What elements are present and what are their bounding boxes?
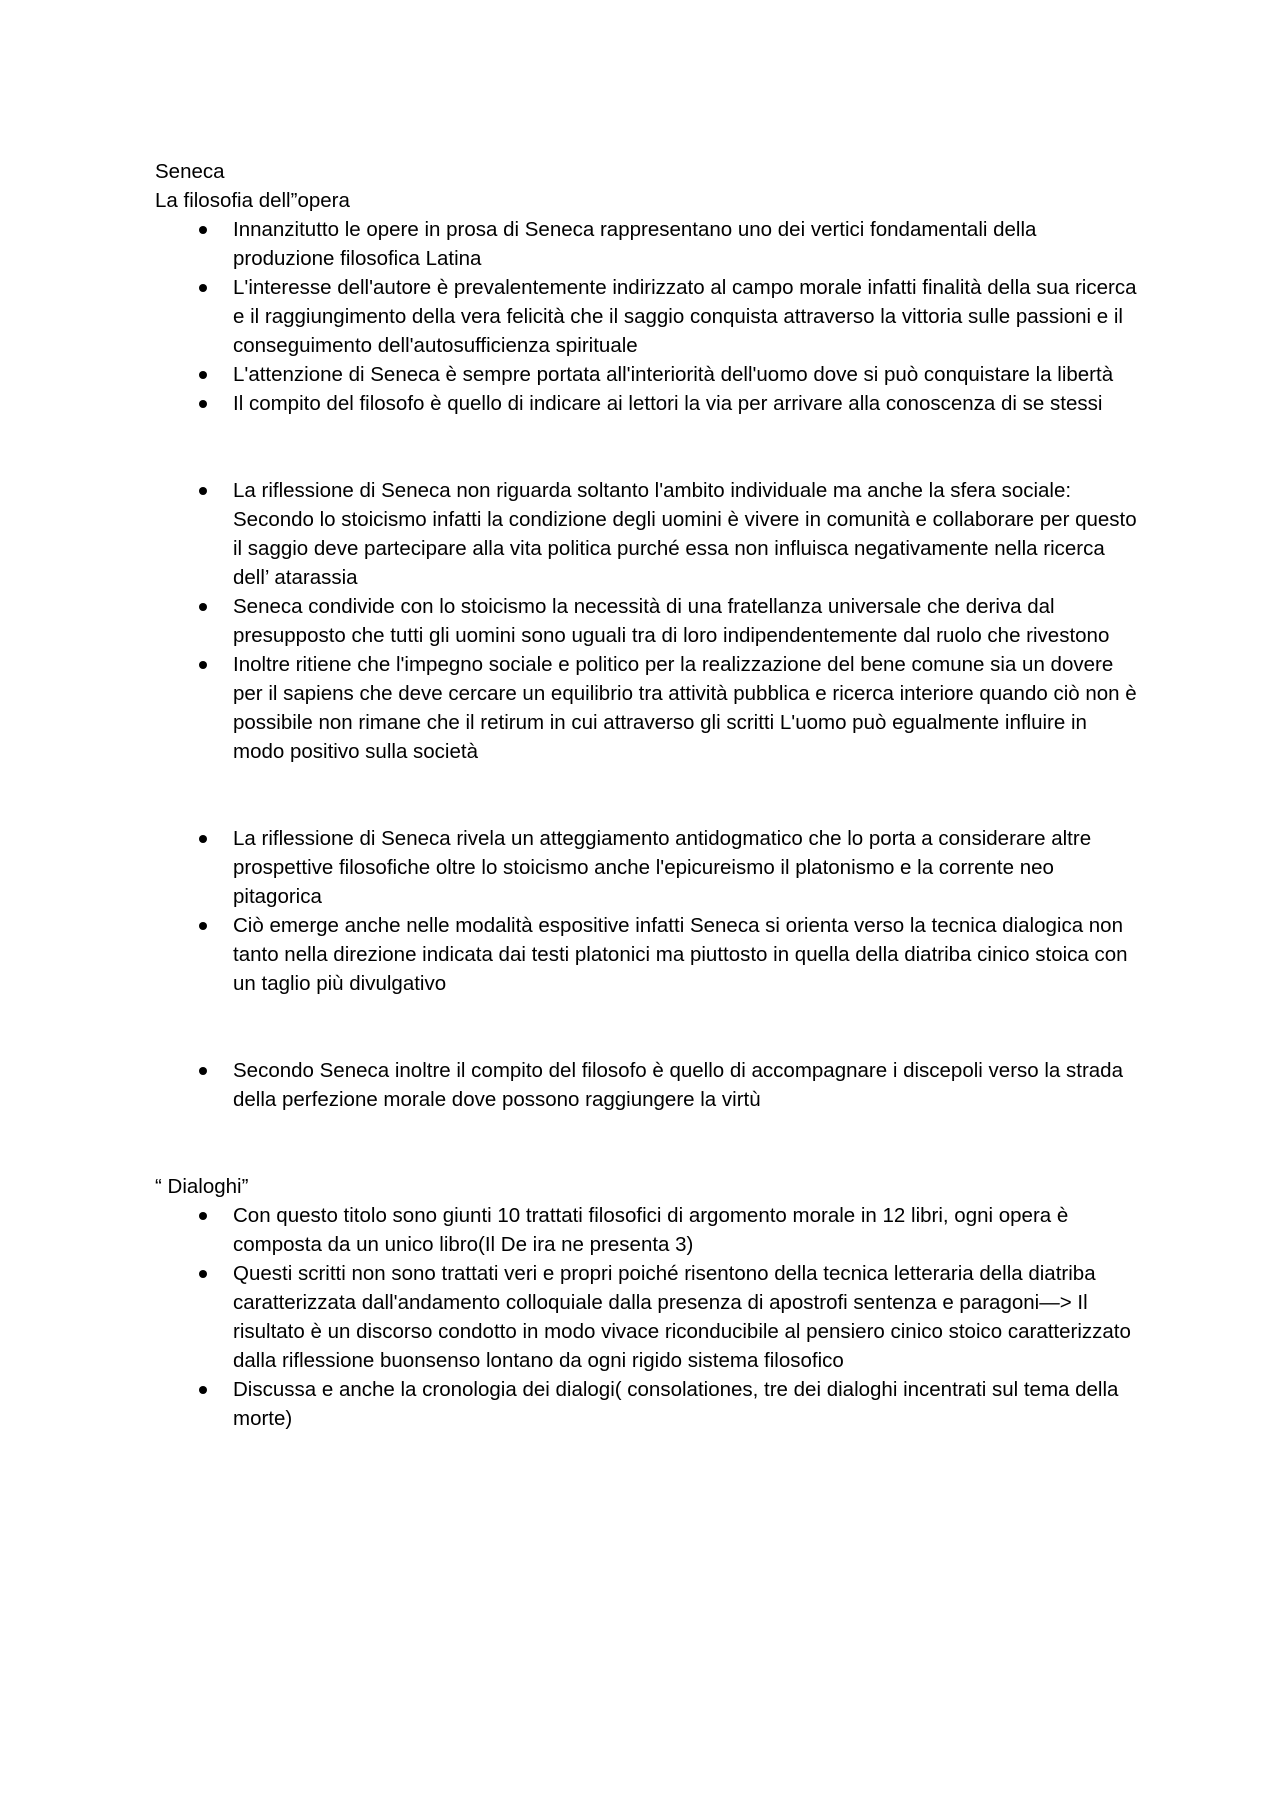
list-item: Ciò emerge anche nelle modalità espositive infatti Seneca si orienta verso la tecnica dialogica non tanto nella direzione indicata dai testi platonici ma piuttosto in quella della diatriba cinico stoica con un taglio più divulgativo bbox=[155, 911, 1140, 998]
document-subtitle: La filosofia dell”opera bbox=[155, 189, 350, 212]
bullet-icon bbox=[199, 371, 207, 379]
bullet-icon bbox=[199, 226, 207, 234]
bullet-list-dialoghi bbox=[155, 1201, 1140, 1433]
document-page bbox=[155, 157, 1140, 1433]
list-item: Inoltre ritiene che l'impegno sociale e politico per la realizzazione del bene comune sia un dovere per il sapiens che deve cercare un equilibrio tra attività pubblica e ricerca interiore quando ciò non è possibile non rimane che il retirum in cui attraverso gli scritti L'uomo può egualmente influire in modo positivo sulla società bbox=[155, 650, 1140, 766]
bullet-icon bbox=[199, 1270, 207, 1278]
list-item: La riflessione di Seneca non riguarda soltanto l'ambito individuale ma anche la sfera sociale: Secondo lo stoicismo infatti la condizione degli uomini è vivere in comunità e collaborare per questo il saggio deve partecipare alla vita politica purché essa non influisca negativamente nella ricerca dell’ atarassia bbox=[155, 476, 1140, 592]
spacer bbox=[155, 766, 1140, 824]
list-item: Innanzitutto le opere in prosa di Seneca rappresentano uno dei vertici fondamentali della produzione filosofica Latina bbox=[155, 215, 1140, 273]
bullet-icon bbox=[199, 661, 207, 669]
bullet-icon bbox=[199, 400, 207, 408]
list-item: Con questo titolo sono giunti 10 trattati filosofici di argomento morale in 12 libri, ogni opera è composta da un unico libro(Il De ira ne presenta 3) bbox=[155, 1201, 1140, 1259]
bullet-list-philosopher-task bbox=[155, 1056, 1140, 1114]
bullet-icon bbox=[199, 835, 207, 843]
list-item: Secondo Seneca inoltre il compito del filosofo è quello di accompagnare i discepoli verso la strada della perfezione morale dove possono raggiungere la virtù bbox=[155, 1056, 1140, 1114]
spacer bbox=[155, 998, 1140, 1056]
document-title: Seneca bbox=[155, 160, 225, 183]
bullet-icon bbox=[199, 603, 207, 611]
list-item: Questi scritti non sono trattati veri e propri poiché risentono della tecnica letteraria della diatriba caratterizzata dall'andamento colloquiale dalla presenza di apostrofi sentenza e paragoni—> Il risultato è un discorso condotto in modo vivace riconducibile al pensiero cinico stoico caratterizzato dalla riflessione buonsenso lontano da ogni rigido sistema filosofico bbox=[155, 1259, 1140, 1375]
bullet-list-social bbox=[155, 476, 1140, 766]
bullet-icon bbox=[199, 1386, 207, 1394]
bullet-icon bbox=[199, 1067, 207, 1075]
section-heading-dialoghi: “ Dialoghi” bbox=[155, 1175, 249, 1198]
spacer bbox=[155, 418, 1140, 476]
list-item: Il compito del filosofo è quello di indicare ai lettori la via per arrivare alla conoscenza di se stessi bbox=[155, 389, 1140, 418]
list-item: Discussa e anche la cronologia dei dialogi( consolationes, tre dei dialoghi incentrati sul tema della morte) bbox=[155, 1375, 1140, 1433]
bullet-icon bbox=[199, 487, 207, 495]
list-item: L'interesse dell'autore è prevalentemente indirizzato al campo morale infatti finalità della sua ricerca e il raggiungimento della vera felicità che il saggio conquista attraverso la vittoria sulle passioni e il conseguimento dell'autosufficienza spirituale bbox=[155, 273, 1140, 360]
bullet-icon bbox=[199, 284, 207, 292]
bullet-list-intro bbox=[155, 215, 1140, 418]
list-item: L'attenzione di Seneca è sempre portata all'interiorità dell'uomo dove si può conquistare la libertà bbox=[155, 360, 1140, 389]
spacer bbox=[155, 1114, 1140, 1172]
bullet-icon bbox=[199, 922, 207, 930]
bullet-icon bbox=[199, 1212, 207, 1220]
bullet-list-antidogmatic bbox=[155, 824, 1140, 998]
list-item: La riflessione di Seneca rivela un atteggiamento antidogmatico che lo porta a considerare altre prospettive filosofiche oltre lo stoicismo anche l'epicureismo il platonismo e la corrente neo pitagorica bbox=[155, 824, 1140, 911]
list-item: Seneca condivide con lo stoicismo la necessità di una fratellanza universale che deriva dal presupposto che tutti gli uomini sono uguali tra di loro indipendentemente dal ruolo che rivestono bbox=[155, 592, 1140, 650]
